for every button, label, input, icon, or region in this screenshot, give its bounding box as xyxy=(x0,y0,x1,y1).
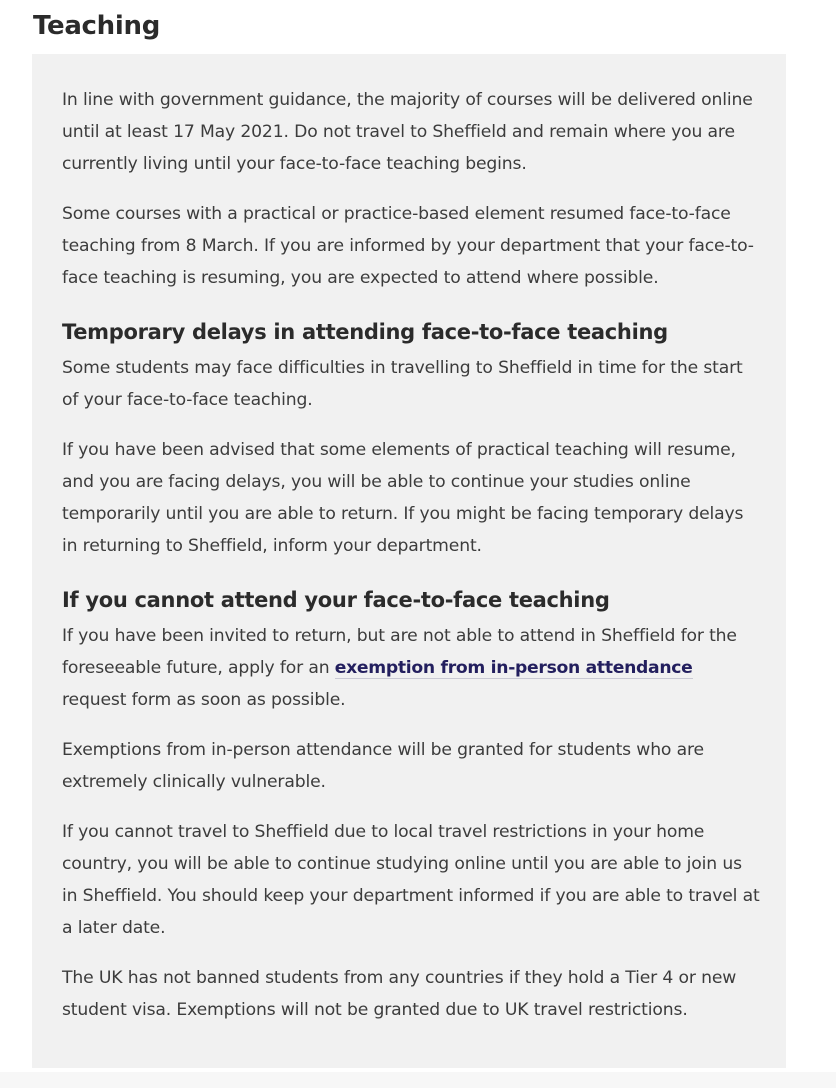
intro-paragraph-2: Some courses with a practical or practice-based element resumed face-to-face teaching from 8 March. If you are informed by your department that your face-to-face teaching is resuming, you are expected to attend where possible. xyxy=(62,204,754,288)
exemption-request-link[interactable]: exemption from in-person attendance xyxy=(334,658,693,678)
teaching-info-panel xyxy=(32,54,786,1068)
cannot-attend-heading: If you cannot attend your face-to-face teaching xyxy=(62,588,610,612)
cannot-attend-text-after-link: request form as soon as possible. xyxy=(62,690,346,710)
cannot-attend-paragraph-4: The UK has not banned students from any countries if they hold a Tier 4 or new student visa. Exemptions will not be granted due to UK travel restrictions. xyxy=(62,968,737,1020)
delays-heading: Temporary delays in attending face-to-face teaching xyxy=(62,320,668,344)
cannot-attend-paragraph-3: If you cannot travel to Sheffield due to local travel restrictions in your home country, you will be able to continue studying online until you are able to join us in Sheffield. You should keep your department informed if you are able to travel at a later date. xyxy=(62,822,760,938)
cannot-attend-text-before-link: If you have been invited to return, but are not able to attend in Sheffield for the foreseeable future, apply for an xyxy=(62,626,737,678)
cannot-attend-paragraph-2: Exemptions from in-person attendance will be granted for students who are extremely clinically vulnerable. xyxy=(62,740,704,792)
delays-paragraph-1: Some students may face difficulties in travelling to Sheffield in time for the start of your face-to-face teaching. xyxy=(62,358,743,410)
cannot-attend-paragraph-1 xyxy=(62,620,760,716)
intro-paragraph-1: In line with government guidance, the majority of courses will be delivered online until at least 17 May 2021. Do not travel to Sheffield and remain where you are currently living until your face-to-face teaching begins. xyxy=(62,90,753,174)
page-title: Teaching xyxy=(33,11,161,41)
delays-paragraph-2: If you have been advised that some elements of practical teaching will resume, and you are facing delays, you will be able to continue your studies online temporarily until you are able to return. If you might be facing temporary delays in returning to Sheffield, inform your department. xyxy=(62,440,744,556)
page-footer-band xyxy=(0,1072,836,1088)
